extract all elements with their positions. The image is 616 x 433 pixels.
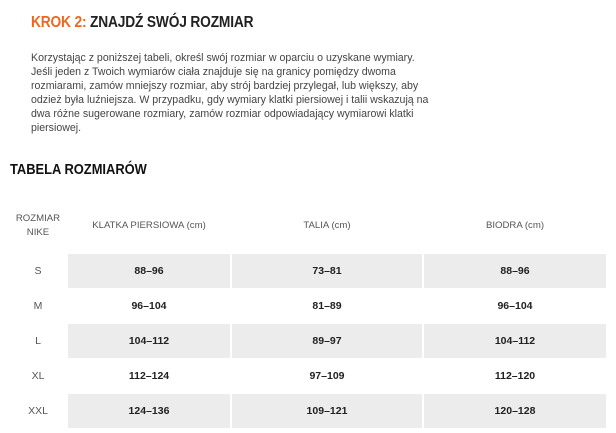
table-row bbox=[10, 289, 606, 323]
table-row bbox=[10, 254, 606, 288]
size-cell: M bbox=[33, 300, 43, 312]
table-row bbox=[10, 394, 606, 428]
header-hips: BIODRA (cm) bbox=[485, 220, 545, 231]
waist-cell: 109–121 bbox=[232, 394, 422, 428]
table-row bbox=[10, 324, 606, 358]
hips-cell: 88–96 bbox=[424, 254, 606, 288]
intro-line: Jeśli jeden z Twoich wymiarów ciała znajduje się na granicy pomiędzy dwoma bbox=[31, 65, 396, 78]
chest-cell: 88–96 bbox=[68, 254, 230, 288]
intro-line: odzież była luźniejsza. W przypadku, gdy wymiary klatki piersiowej i talii wskazują na bbox=[31, 93, 429, 106]
size-cell: L bbox=[35, 335, 41, 347]
size-table-header bbox=[10, 203, 606, 249]
step-heading bbox=[31, 14, 253, 32]
intro-line: rozmiarami, zamów mniejszy rozmiar, aby strój bardziej przylegał, lub większy, aby bbox=[31, 79, 419, 92]
hips-cell: 120–128 bbox=[424, 394, 606, 428]
header-size-line2: NIKE bbox=[26, 227, 50, 238]
intro-line: dwa różne sugerowane rozmiary, zamów rozmiar odpowiadający wymiarowi klatki bbox=[31, 107, 414, 120]
waist-cell: 89–97 bbox=[232, 324, 422, 358]
table-row bbox=[10, 359, 606, 393]
step-label: KROK 2: bbox=[31, 14, 87, 31]
chest-cell: 124–136 bbox=[68, 394, 230, 428]
hips-cell: 112–120 bbox=[494, 370, 536, 382]
waist-cell: 81–89 bbox=[312, 300, 342, 312]
size-cell: S bbox=[34, 265, 42, 277]
size-cell: XXL bbox=[28, 405, 48, 417]
step-title: ZNAJDŹ SWÓJ ROZMIAR bbox=[90, 14, 254, 31]
chest-cell: 112–124 bbox=[128, 370, 170, 382]
hips-cell: 96–104 bbox=[497, 300, 533, 312]
intro-line: Korzystając z poniższej tabeli, określ swój rozmiar w oparciu o uzyskane wymiary. bbox=[31, 52, 415, 64]
intro-line: piersiowej. bbox=[31, 121, 82, 134]
chest-cell: 96–104 bbox=[131, 300, 167, 312]
waist-cell: 73–81 bbox=[232, 254, 422, 288]
chest-cell: 104–112 bbox=[68, 324, 230, 358]
hips-cell: 104–112 bbox=[424, 324, 606, 358]
size-table-title: TABELA ROZMIARÓW bbox=[10, 161, 147, 178]
header-size bbox=[10, 203, 66, 249]
header-waist: TALIA (cm) bbox=[303, 220, 351, 231]
header-size-line1: ROZMIAR bbox=[15, 213, 61, 224]
intro-paragraph bbox=[31, 52, 441, 135]
header-chest: KLATKA PIERSIOWA (cm) bbox=[92, 220, 206, 231]
waist-cell: 97–109 bbox=[309, 370, 345, 382]
size-table bbox=[10, 203, 606, 428]
size-cell: XL bbox=[31, 370, 45, 382]
